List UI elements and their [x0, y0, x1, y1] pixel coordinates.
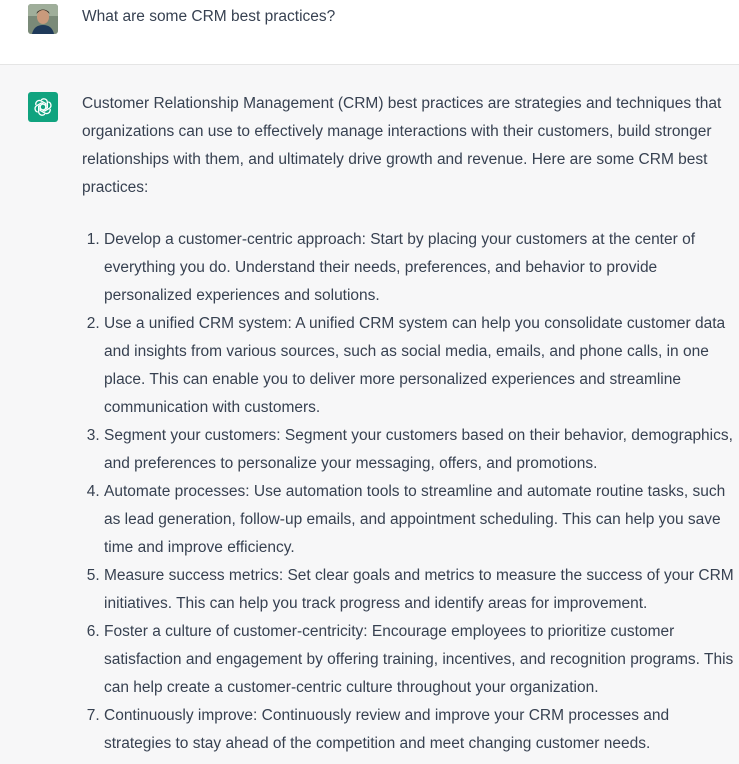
assistant-message-row: [0, 65, 739, 764]
list-item: 7. Continuously improve: Continuously review and improve your CRM processes and strategies to stay ahead of the competition and meet changing customer needs.: [104, 702, 734, 758]
list-item: 4. Automate processes: Use automation tools to streamline and automate routine tasks, such as lead generation, follow-up emails, and appointment scheduling. This can help you save time and improve efficiency.: [104, 478, 734, 562]
practices-list: [82, 226, 734, 758]
assistant-answer: [82, 90, 734, 758]
user-avatar: [28, 4, 58, 34]
list-item: 2. Use a unified CRM system: A unified CRM system can help you consolidate customer data and insights from various sources, such as social media, emails, and phone calls, in one place. This can enable you to deliver more personalized experiences and streamline communication with customers.: [104, 310, 734, 422]
list-item: 3. Segment your customers: Segment your customers based on their behavior, demographics, and preferences to personalize your messaging, offers, and promotions.: [104, 422, 734, 478]
answer-intro: Customer Relationship Management (CRM) best practices are strategies and techniques that organizations can use to effectively manage interactions with their customers, build stronger relationships with them, and ultimately drive growth and revenue. Here are some CRM best practices:: [82, 95, 722, 196]
user-message-text: What are some CRM best practices?: [82, 8, 336, 25]
list-item: 5. Measure success metrics: Set clear goals and metrics to measure the success of your CRM initiatives. This can help you track progress and identify areas for improvement.: [104, 562, 734, 618]
user-message-row: [0, 0, 739, 65]
list-item: 6. Foster a culture of customer-centricity: Encourage employees to prioritize customer satisfaction and engagement by offering training, incentives, and recognition programs. This can help create a customer-centric culture throughout your organization.: [104, 618, 734, 702]
list-item: 1. Develop a customer-centric approach: Start by placing your customers at the center of everything you do. Understand their needs, preferences, and behavior to provide personalized experiences and solutions.: [104, 226, 734, 310]
openai-logo-icon: [28, 92, 58, 122]
